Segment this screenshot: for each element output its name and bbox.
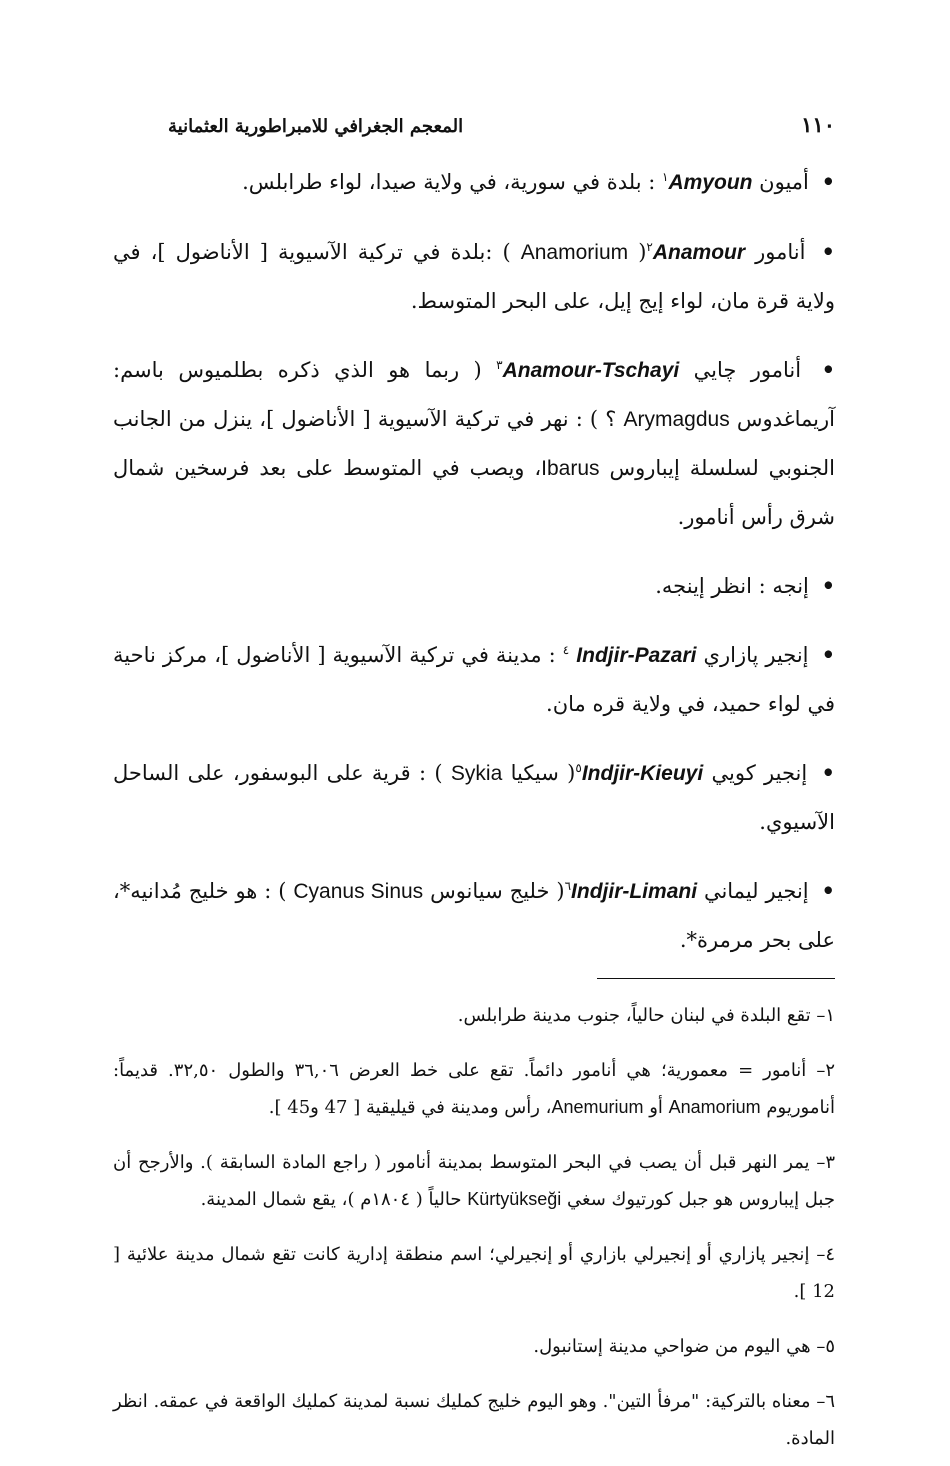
footnote-ref: ٥ bbox=[575, 761, 582, 775]
footnote-3 bbox=[113, 1144, 835, 1218]
footnote-5 bbox=[113, 1328, 835, 1365]
page-number: ١١٠ bbox=[801, 112, 835, 137]
entry-anamour-tschayi bbox=[113, 346, 835, 541]
footnote-text: حالياً ( ١٨٠٤م )، يقع شمال المدينة. bbox=[200, 1189, 462, 1210]
entry-anamour bbox=[113, 228, 835, 325]
entry-title: أنامور چايي bbox=[693, 358, 802, 382]
entry-title: أميون bbox=[759, 170, 809, 194]
footnote-latin-term: Anamorium bbox=[668, 1097, 761, 1117]
footnote-text: ٣– يمر النهر قبل أن يصب في البحر المتوسط بمدينة أنامور ( راجع المادة السابقة ). والأرجح أن جبل إيباروس هو جبل كورتيوك سغي bbox=[113, 1152, 835, 1210]
footnote-ref: ٣ bbox=[496, 358, 503, 372]
entry-latin-term: Cyanus Sinus bbox=[293, 880, 424, 903]
footnote-text: ٢– أنامور = معمورية؛ هي أنامور دائماً. تقع على خط العرض ٣٦,٠٦ والطول ٣٢,٥٠. قديماً: أناموريوم bbox=[113, 1060, 836, 1118]
entry-text: ) : هو خليج مُدانيه*، على بحر مرمرة*. bbox=[113, 879, 835, 952]
book-page bbox=[113, 112, 835, 1466]
entry-latin-name: Indjir-Limani bbox=[571, 880, 698, 903]
entry-bullet: • bbox=[821, 357, 835, 382]
footnote-latin-term: Kürtyükseği bbox=[467, 1189, 562, 1209]
footnote-2 bbox=[113, 1052, 835, 1126]
footnote-ref: ٤ bbox=[562, 643, 570, 657]
entry-latin-name: Amyoun bbox=[668, 171, 753, 194]
entry-title: إنجير كويي bbox=[711, 761, 808, 785]
footnotes bbox=[113, 997, 835, 1457]
entry-title: إنجير پازاري bbox=[703, 643, 809, 667]
entry-text: ( خليج سيانوس bbox=[430, 879, 565, 903]
entry-latin-name: Indjir-Pazari bbox=[576, 644, 697, 667]
footnote-6 bbox=[113, 1383, 835, 1457]
footnote-latin-term: Anemurium bbox=[551, 1097, 644, 1117]
entry-bullet: • bbox=[821, 642, 836, 667]
entry-bullet: • bbox=[821, 169, 835, 194]
entry-text: ( ربما هو الذي ذكره بطلميوس باسم: آريماغدوس bbox=[113, 358, 835, 431]
entry-text: ( سيكيا bbox=[510, 761, 576, 785]
entry-latin-name: Anamour bbox=[652, 241, 746, 264]
entry-latin-term: Sykia bbox=[450, 762, 503, 785]
entry-bullet: • bbox=[821, 239, 835, 264]
entry-bullet: • bbox=[821, 878, 835, 903]
entry-text: : بلدة في سورية، في ولاية صيدا، لواء طرابلس. bbox=[242, 170, 656, 194]
footnote-text: ٥– هي اليوم من ضواحي مدينة إستانبول. bbox=[533, 1336, 835, 1357]
entry-bullet: • bbox=[821, 573, 835, 598]
entry-text: ) : قرية على البوسفور، على الساحل الآسيوي. bbox=[113, 761, 835, 834]
footnote-divider bbox=[597, 978, 835, 979]
page-header bbox=[113, 112, 835, 137]
running-title: المعجم الجغرافي للامبراطورية العثمانية bbox=[168, 116, 464, 137]
entry-latin-name: Indjir-Kieuyi bbox=[581, 762, 704, 785]
entry-latin-term: Ibarus bbox=[541, 457, 600, 480]
entry-bullet: • bbox=[821, 760, 835, 785]
entry-amyoun bbox=[113, 158, 835, 207]
footnote-4 bbox=[113, 1236, 835, 1310]
footnote-text: أو bbox=[649, 1097, 663, 1118]
entry-indje bbox=[113, 562, 835, 610]
entry-title: إنجير ليماني bbox=[703, 879, 809, 903]
entry-text: : مدينة في تركية الآسيوية [ الأناضول ]، مركز ناحية في لواء حميد، في ولاية قره مان. bbox=[113, 643, 835, 716]
entry-title: أنامور bbox=[755, 240, 806, 264]
footnote-text: ١– تقع البلدة في لبنان حالياً، جنوب مدينة طرابلس. bbox=[457, 1005, 835, 1026]
entry-indjir-kieuyi bbox=[113, 749, 835, 846]
footnote-ref: ١ bbox=[662, 170, 669, 184]
entry-latin-name: Anamour-Tschayi bbox=[502, 359, 680, 382]
entry-latin-term: Anamorium bbox=[520, 241, 629, 264]
entry-text: : انظر إينجه. bbox=[655, 574, 766, 598]
entry-indjir-pazari bbox=[113, 631, 835, 728]
footnote-ref: ٦ bbox=[564, 879, 572, 893]
entry-indjir-limani bbox=[113, 867, 835, 964]
footnote-text: ٤– إنجير پازاري أو إنجيرلي بازاري أو إنجيرلي؛ اسم منطقة إدارية كانت تقع شمال مدينة علائية [ 12 ]. bbox=[113, 1244, 835, 1302]
entry-text: ) :بلدة في تركية الآسيوية [ الأناضول ]، في ولاية قرة مان، لواء إيج إيل، على البحر المتوسط. bbox=[113, 240, 835, 313]
entry-latin-term: Arymagdus bbox=[623, 408, 730, 431]
entry-title: إنجه bbox=[772, 574, 809, 598]
footnote-ref: ٢ bbox=[646, 240, 653, 254]
footnote-1 bbox=[113, 997, 835, 1034]
entry-text: ، ويصب في المتوسط على بعد فرسخين شمال شرق رأس أنامور. bbox=[113, 456, 835, 529]
footnote-text: ، رأس ومدينة في قيليقية [ 47 و45 ]. bbox=[268, 1097, 552, 1118]
entry-text: ( bbox=[638, 240, 647, 264]
entry-text: ؟ ) : نهر في تركية الآسيوية [ الأناضول ]، ينزل من الجانب الجنوبي لسلسلة إيباروس bbox=[113, 407, 835, 480]
footnote-text: ٦– معناه بالتركية: "مرفأ التين". وهو اليوم خليج كمليك نسبة لمدينة كمليك الواقعة في عمقه. انظر المادة. bbox=[113, 1391, 835, 1449]
